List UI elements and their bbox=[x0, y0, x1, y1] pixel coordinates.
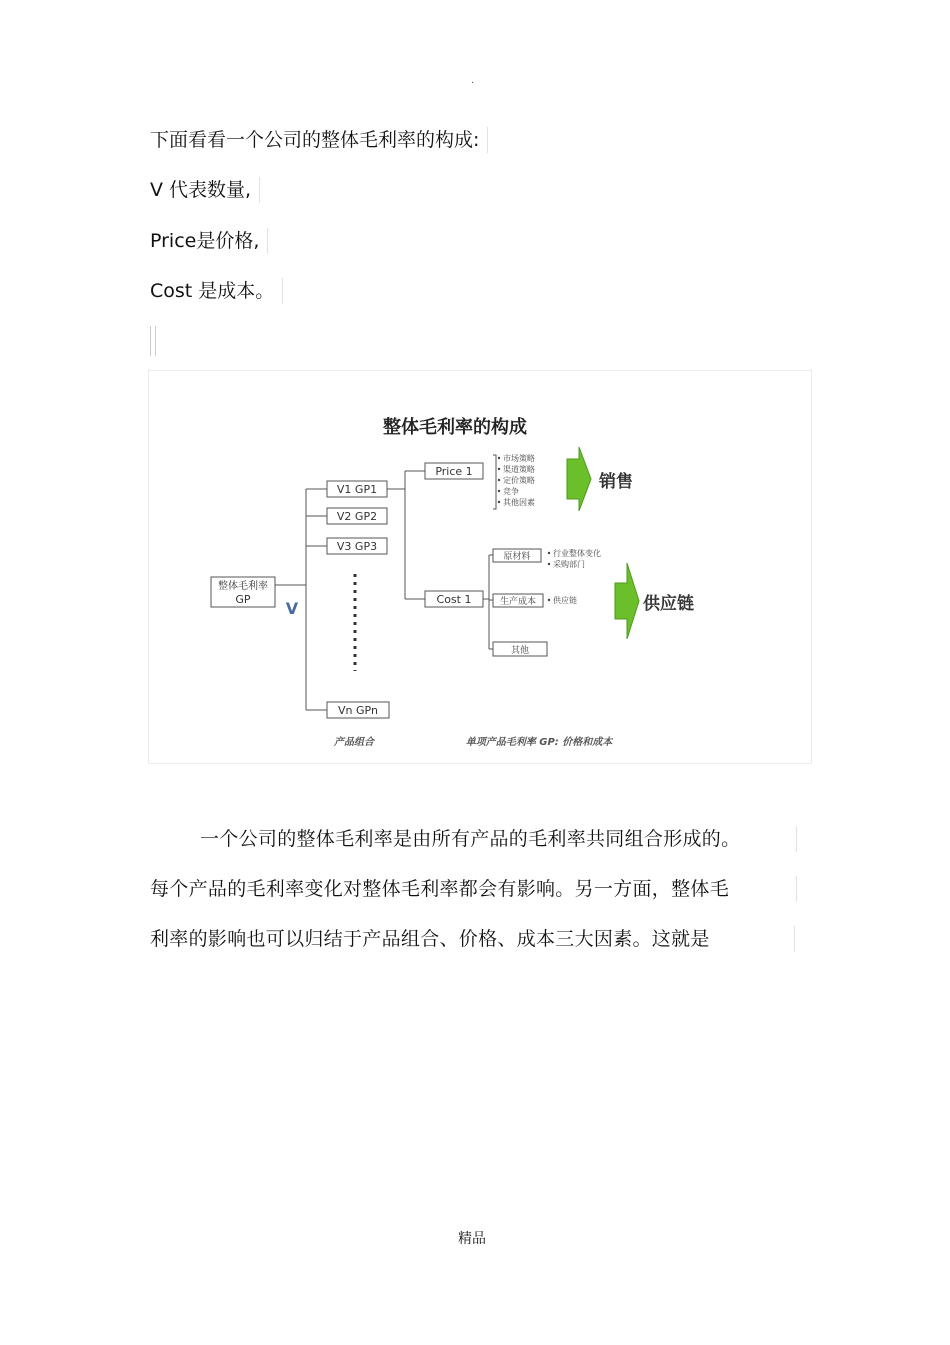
header-mark: · bbox=[471, 78, 475, 89]
root-label-1: 整体毛利率 bbox=[218, 581, 268, 592]
supply-arrow-icon bbox=[615, 563, 639, 639]
price-bullet-2: 渠道策略 bbox=[503, 465, 535, 474]
cost-label: Cost 1 bbox=[436, 593, 472, 606]
cost-item-other bbox=[493, 642, 547, 656]
cost-branch-lines bbox=[483, 555, 493, 649]
price-bullet-1: 市场策略 bbox=[503, 454, 535, 463]
price-label: Price 1 bbox=[435, 465, 473, 478]
product-label-2: V2 GP2 bbox=[336, 510, 378, 523]
product-box-2 bbox=[327, 508, 387, 524]
product-label-1: V1 GP1 bbox=[336, 483, 378, 496]
product-label-n: Vn GPn bbox=[338, 704, 378, 717]
body-line-1: 一个公司的整体毛利率是由所有产品的毛利率共同组合形成的。 bbox=[150, 826, 797, 852]
intro-line-1: 下面看看一个公司的整体毛利率的构成: bbox=[150, 127, 488, 153]
cost-bullet-list bbox=[553, 548, 601, 605]
cost-box bbox=[425, 591, 483, 607]
price-bullet-3: 定价策略 bbox=[503, 476, 535, 485]
diagram-title: 整体毛利率的构成 bbox=[383, 417, 527, 438]
sales-arrow-icon bbox=[567, 447, 591, 511]
price-bullet-5: 其他因素 bbox=[503, 498, 535, 507]
body-line-2: 每个产品的毛利率变化对整体毛利率都会有影响。另一方面，整体毛 bbox=[150, 876, 797, 902]
cost-item-other-label: 其他 bbox=[510, 646, 530, 656]
cost-bullet-dots bbox=[548, 552, 550, 601]
root-label-2: GP bbox=[235, 593, 251, 606]
price-bullet-list bbox=[503, 453, 535, 507]
body-line-3: 利率的影响也可以归结于产品组合、价格、成本三大因素。这就是 bbox=[150, 926, 795, 952]
price-bullet-dots bbox=[498, 457, 500, 503]
raw-bullet-1: 行业整体变化 bbox=[553, 549, 601, 558]
sales-label: 销售 bbox=[599, 472, 633, 492]
separator-mark bbox=[150, 326, 156, 356]
product-tree-lines bbox=[275, 489, 327, 710]
diagram-canvas bbox=[149, 371, 811, 763]
root-box bbox=[211, 577, 275, 607]
cost-item-raw bbox=[493, 549, 541, 562]
gp-branch-lines bbox=[387, 471, 425, 599]
product-box-3 bbox=[327, 538, 387, 554]
product-box-n bbox=[327, 702, 389, 718]
caption-left: 产品组合 bbox=[334, 737, 374, 748]
intro-line-3: Price是价格, bbox=[150, 228, 268, 254]
intro-line-2: V 代表数量, bbox=[150, 177, 260, 203]
price-bullet-4: 竞争 bbox=[503, 487, 519, 496]
supply-label: 供应链 bbox=[643, 594, 694, 614]
cost-item-production-label: 生产成本 bbox=[499, 597, 537, 607]
cost-item-production bbox=[493, 594, 543, 607]
product-box-1 bbox=[327, 481, 387, 497]
intro-line-4: Cost 是成本。 bbox=[150, 278, 283, 304]
raw-bullet-2: 采购部门 bbox=[553, 560, 585, 569]
gross-margin-diagram bbox=[148, 370, 812, 764]
footer-label: 精品 bbox=[458, 1231, 486, 1247]
prod-bullet-1: 供应链 bbox=[553, 596, 577, 605]
cost-item-raw-label: 原材料 bbox=[503, 552, 531, 562]
price-box bbox=[425, 463, 483, 479]
product-label-3: V3 GP3 bbox=[336, 540, 378, 553]
price-bracket bbox=[493, 455, 496, 509]
caption-right: 单项产品毛利率 GP: 价格和成本 bbox=[465, 737, 613, 748]
v-label: V bbox=[285, 599, 299, 618]
